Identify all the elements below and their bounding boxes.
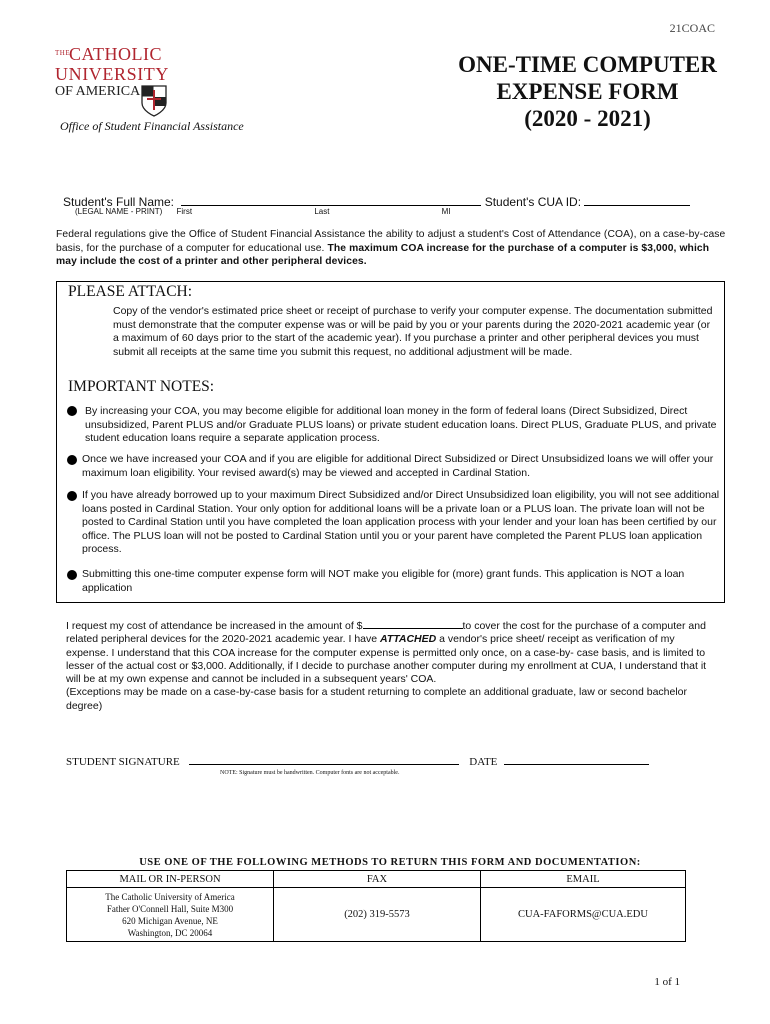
column-header-mail: MAIL OR IN-PERSON	[67, 871, 274, 888]
signature-label: STUDENT SIGNATURE	[66, 756, 180, 768]
page-number: 1 of 1	[654, 976, 680, 988]
return-methods-heading: USE ONE OF THE FOLLOWING METHODS TO RETURN THIS FORM AND DOCUMENTATION:	[139, 857, 641, 868]
signature-note: NOTE: Signature must be handwritten. Computer fonts are not acceptable.	[220, 770, 400, 776]
full-name-field[interactable]	[181, 193, 481, 206]
attached-emphasis: ATTACHED	[380, 633, 437, 646]
please-attach-text: Copy of the vendor's estimated price sheet or receipt of purchase to verify your computer expense. The documentation submitted must demonstrate that the computer expense was or will be paid by you or your parents during the 2020-2021 academic year (or a maximum of 60 days prior to the start of the academic year). If you purchase a printer and other peripheral devices you must submit all receipts at the same time you submit this request, no additional adjustment will be made.	[113, 305, 713, 358]
legal-name-note: (LEGAL NAME - PRINT)	[75, 207, 163, 216]
date-field[interactable]	[504, 752, 649, 765]
address-line: 620 Michigan Avenue, NE	[122, 915, 218, 926]
bullet-icon	[67, 455, 77, 465]
important-notes-heading: IMPORTANT NOTES:	[68, 378, 215, 395]
request-text-2: to cover the cost for the purchase of a computer and related peripheral devices for the 2020-2021 academic year. I have	[66, 620, 706, 646]
form-title	[430, 51, 745, 132]
title-line-2: EXPENSE FORM	[496, 79, 679, 104]
request-paragraph	[66, 616, 716, 713]
office-name: Office of Student Financial Assistance	[60, 119, 244, 133]
column-header-fax: FAX	[274, 871, 481, 888]
bullet-icon	[67, 406, 77, 416]
form-code: 21COAC	[669, 21, 715, 35]
mail-address	[67, 888, 274, 942]
name-sublabels	[63, 207, 451, 216]
title-line-3: (2020 - 2021)	[524, 106, 651, 131]
return-methods-table	[66, 870, 686, 942]
note-item: By increasing your COA, you may become eligible for additional loan money in the form of federal loans (Direct Subsidized, Direct unsubsidized, Parent PLUS and/or Graduate PLUS loans) or private student education loans. Direct PLUS, Graduate PLUS, and private student education loans require a separate application process.	[85, 405, 717, 444]
bullet-icon	[67, 570, 77, 580]
signature-row	[66, 752, 649, 768]
name-label: Student's Full Name:	[63, 195, 175, 209]
note-item: Once we have increased your COA and if you are eligible for additional Direct Subsidized or Direct Unsubsidized loans we will offer your maximum loan eligibility. Your revised award(s) may be viewed and accepted in Cardinal Station.	[82, 453, 714, 479]
bullet-icon	[67, 491, 77, 501]
fed-reg-bold: The maximum COA increase for the purchase of a computer is $3,000, which may include the cost of a printer and other peripheral devices.	[56, 242, 710, 267]
fed-reg-text: Federal regulations give the Office of Student Financial Assistance the ability to adjust a student's Cost of Attendance (COA), on a case-by-case basis, for the purchase of a computer for educational use.	[56, 229, 726, 254]
logo-of-america: OF AMERICA	[55, 84, 141, 99]
logo-the: THE	[55, 49, 71, 57]
note-item: If you have already borrowed up to your maximum Direct Subsidized and/or Direct Unsubsidized loan eligibility, you will not see additional loans posted in Cardinal Station. Your only option for additional loans will be a private loan or a PLUS loan. The private loan will not be posted to Cardinal Station until you have completed the loan application process with your lender and your loan has been certified by our office. The PLUS loan will not be posted to Cardinal Station until you or your parent have completed the Parent PLUS loan application process.	[82, 489, 720, 555]
request-text-1: I request my cost of attendance be increased in the amount of $	[66, 620, 363, 632]
logo-university: UNIVERSITY	[55, 64, 169, 84]
fax-number: (202) 319-5573	[274, 888, 481, 942]
title-line-1: ONE-TIME COMPUTER	[458, 52, 717, 77]
university-logo	[55, 44, 175, 124]
signature-field[interactable]	[189, 752, 459, 765]
address-line: Washington, DC 20064	[127, 927, 213, 938]
federal-regulation-paragraph	[56, 228, 726, 269]
amount-field[interactable]	[363, 616, 463, 629]
logo-catholic: CATHOLIC	[69, 44, 162, 64]
note-item: Submitting this one-time computer expense form will NOT make you eligible for (more) grant funds. This application is NOT a loan application	[82, 568, 685, 594]
email-address[interactable]: CUA-FAFORMS@CUA.EDU	[481, 888, 686, 942]
first-sublabel: First	[176, 207, 193, 216]
shield-icon	[141, 85, 167, 117]
address-line: The Catholic University of America	[105, 891, 235, 902]
date-label: DATE	[469, 756, 498, 768]
request-text-3: a vendor's price sheet/ receipt as verification of my expense. I understand that this COA increase for the computer expense is permitted only once, on a case-by- case basis, and is limited to lesser of the actual cost or $3,000. Additionally, if I decide to purchase another computer during my enrollment at CUA, I understand that it will be at my own expense and cannot be included in a subsequent years' COA.	[66, 633, 707, 686]
address-line: Father O'Connell Hall, Suite M300	[106, 903, 234, 914]
column-header-email: EMAIL	[481, 871, 686, 888]
last-sublabel: Last	[314, 207, 330, 216]
please-attach-heading: PLEASE ATTACH:	[68, 283, 193, 300]
cua-id-field[interactable]	[584, 193, 690, 206]
cua-id-label: Student's CUA ID:	[484, 195, 582, 209]
exceptions-text: (Exceptions may be made on a case-by-case basis for a student returning to complete an additional graduate, law or second bachelor degree)	[66, 686, 688, 712]
mi-sublabel: MI	[441, 207, 451, 216]
